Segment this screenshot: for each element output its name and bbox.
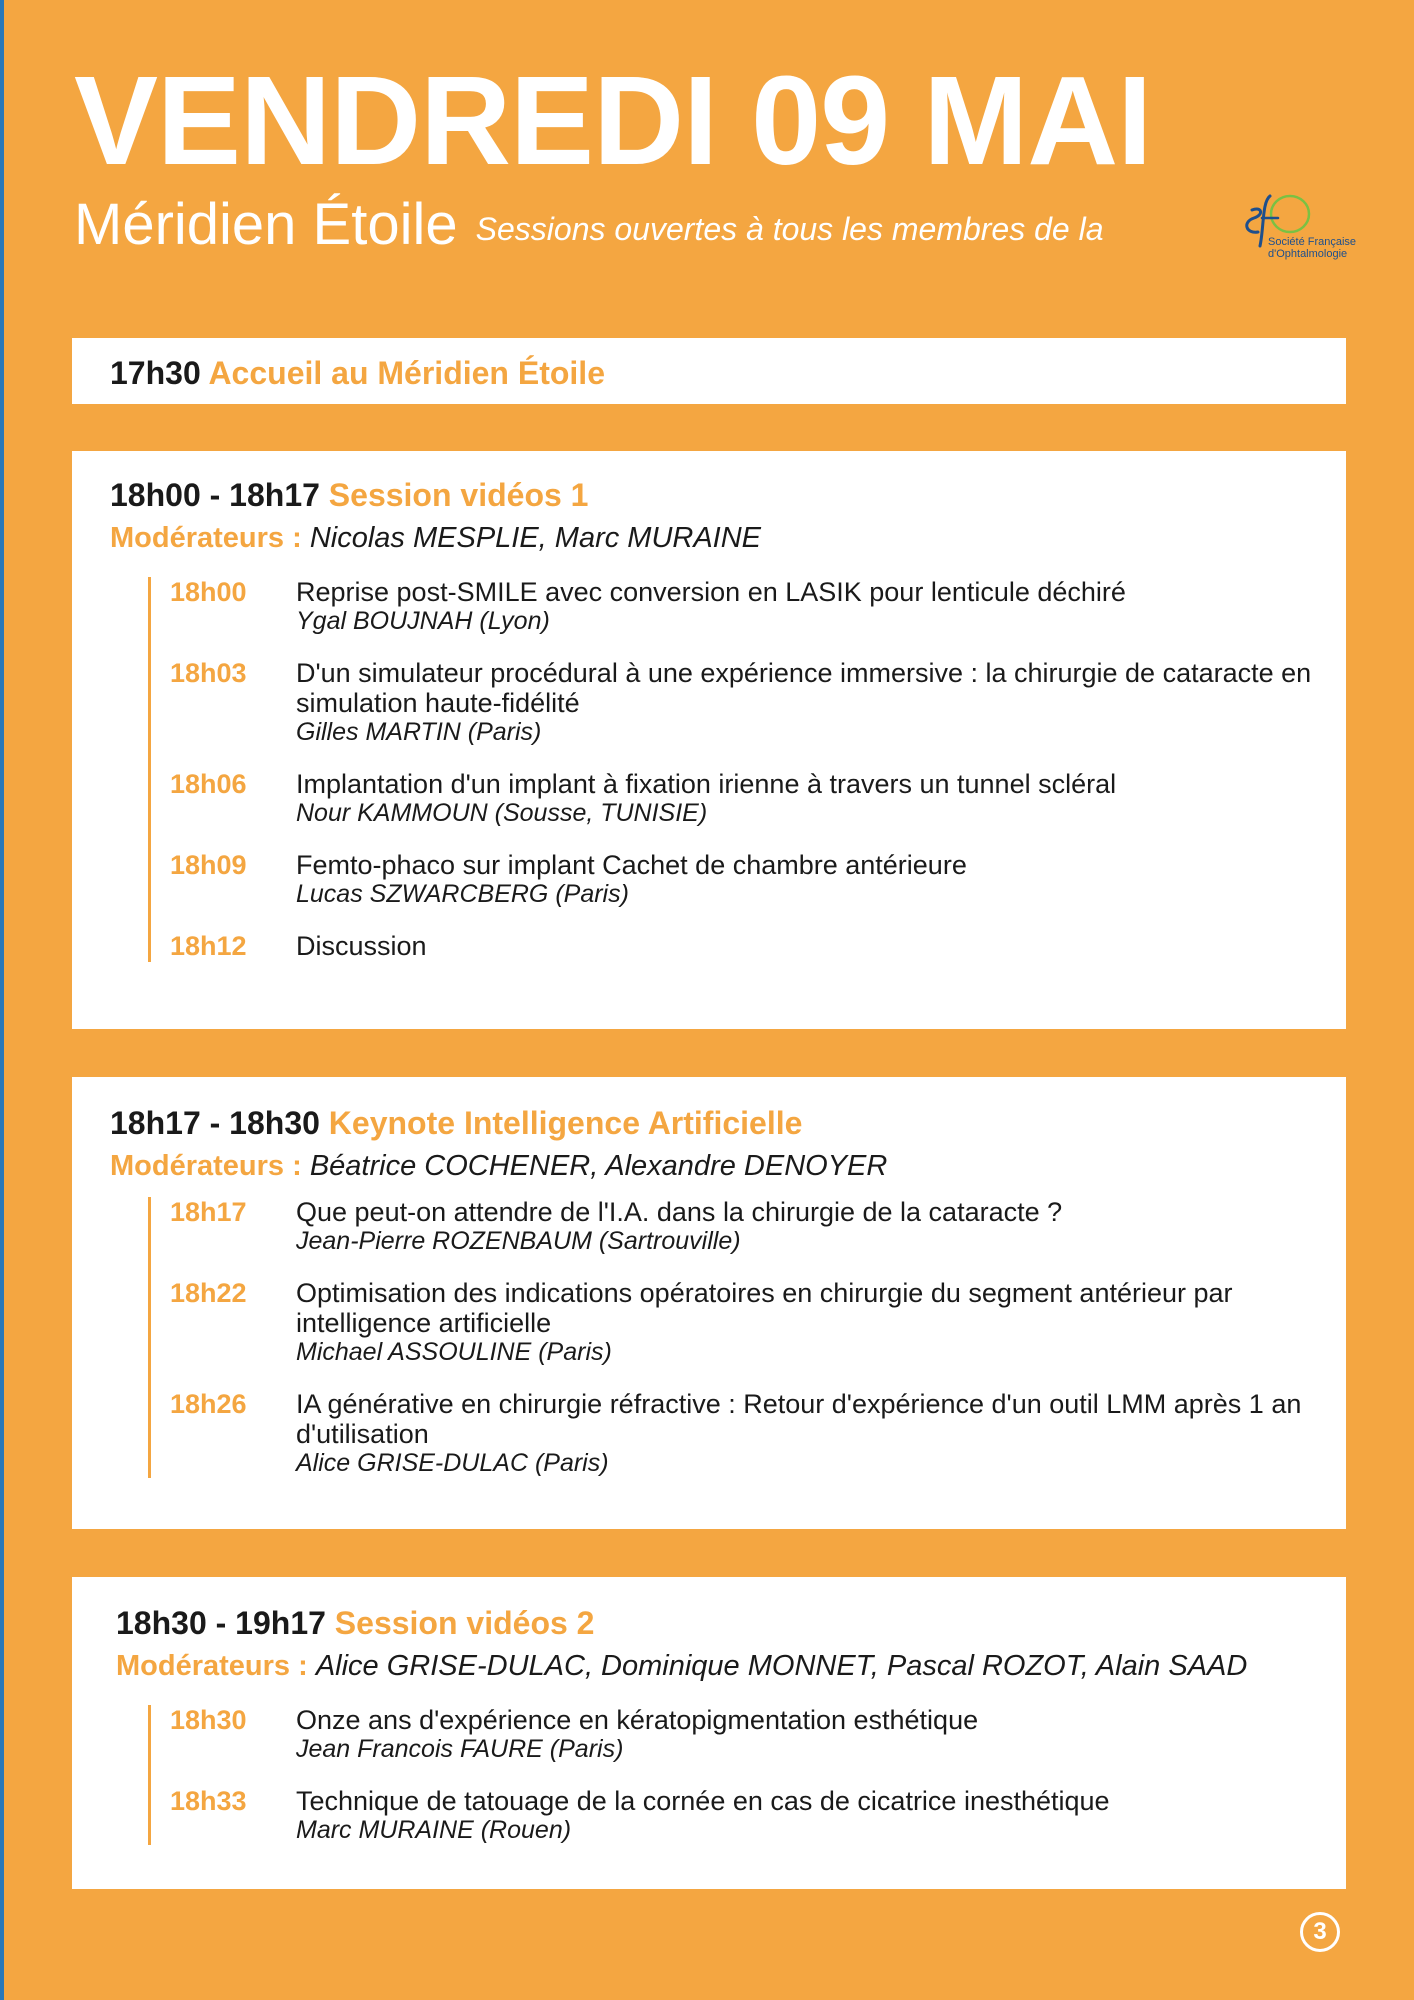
talk-title: Que peut-on attendre de l'I.A. dans la chirurgie de la cataracte ? (296, 1197, 1063, 1227)
talk-time: 18h00 (170, 577, 247, 607)
welcome-bar (72, 338, 1346, 404)
sfo-logo-text: Société Française d'Ophtalmologie (1268, 236, 1357, 260)
talk-item (151, 658, 1346, 747)
talk-item (151, 1389, 1346, 1478)
talk-author: Marc MURAINE (Rouen) (296, 1816, 572, 1844)
talk-list (148, 1705, 1346, 1845)
talk-time: 18h17 (170, 1197, 247, 1227)
talk-item (151, 1705, 1346, 1764)
page-title: VENDREDI 09 MAI (74, 50, 1152, 191)
talk-author: Lucas SZWARCBERG (Paris) (296, 880, 629, 908)
talk-item (151, 769, 1346, 828)
talk-time: 18h26 (170, 1389, 247, 1419)
talk-time: 18h22 (170, 1278, 247, 1308)
session-header (110, 477, 1346, 514)
talk-list (148, 577, 1346, 962)
talk-item (151, 1278, 1346, 1367)
welcome-label: Accueil au Méridien Étoile (208, 355, 605, 391)
talk-time: 18h09 (170, 850, 247, 880)
talk-time: 18h12 (170, 931, 247, 961)
talk-author: Jean Francois FAURE (Paris) (296, 1735, 624, 1763)
talk-title: Femto-phaco sur implant Cachet de chambre antérieure (296, 850, 967, 880)
moderators-label: Modérateurs : (110, 522, 302, 554)
talk-title: Reprise post-SMILE avec conversion en LASIK pour lenticule déchiré (296, 577, 1126, 607)
venue-name: Méridien Étoile (74, 192, 458, 257)
left-edge-strip (0, 0, 4, 2000)
open-sessions-note: Sessions ouvertes à tous les membres de la (475, 211, 1104, 247)
talk-item (151, 850, 1346, 909)
talk-author: Alice GRISE-DULAC (Paris) (296, 1449, 609, 1477)
talk-title: Onze ans d'expérience en kératopigmentation esthétique (296, 1705, 979, 1735)
moderators (110, 1150, 1346, 1183)
session-header (116, 1605, 1346, 1642)
session-time: 18h30 - 19h17 (116, 1605, 326, 1641)
talk-author: Nour KAMMOUN (Sousse, TUNISIE) (296, 799, 708, 827)
talk-author: Ygal BOUJNAH (Lyon) (296, 607, 550, 635)
session-card (72, 1077, 1346, 1529)
talk-title: Discussion (296, 931, 427, 961)
talk-time: 18h03 (170, 658, 247, 688)
subtitle-row (74, 192, 1104, 257)
session-card (72, 1577, 1346, 1889)
moderators-names: Nicolas MESPLIE, Marc MURAINE (309, 522, 762, 554)
talk-author: Michael ASSOULINE (Paris) (296, 1338, 612, 1366)
talk-list (148, 1197, 1346, 1478)
talk-time: 18h33 (170, 1786, 247, 1816)
session-title: Session vidéos 2 (334, 1605, 595, 1641)
talk-item (151, 1786, 1346, 1845)
session-title: Session vidéos 1 (328, 477, 589, 513)
talk-author: Jean-Pierre ROZENBAUM (Sartrouville) (296, 1227, 741, 1255)
talk-time: 18h06 (170, 769, 247, 799)
talk-item (151, 931, 1346, 962)
talk-item (151, 577, 1346, 636)
talk-title: D'un simulateur procédural à une expérience immersive : la chirurgie de cataracte en simulation haute-fidélité (296, 658, 1312, 718)
moderators (116, 1650, 1346, 1683)
session-time: 18h17 - 18h30 (110, 1105, 320, 1141)
moderators-label: Modérateurs : (110, 1150, 302, 1182)
talk-time: 18h30 (170, 1705, 247, 1735)
talk-title: IA générative en chirurgie réfractive : Retour d'expérience d'un outil LMM après 1 an d'utilisation (296, 1389, 1302, 1449)
talk-title: Technique de tatouage de la cornée en cas de cicatrice inesthétique (296, 1786, 1110, 1816)
talk-item (151, 1197, 1346, 1256)
moderators-names: Alice GRISE-DULAC, Dominique MONNET, Pascal ROZOT, Alain SAAD (315, 1650, 1248, 1682)
welcome-time: 17h30 (110, 355, 201, 391)
session-title: Keynote Intelligence Artificielle (328, 1105, 803, 1141)
session-card (72, 451, 1346, 1029)
talk-title: Optimisation des indications opératoires en chirurgie du segment antérieur par intelligence artificielle (296, 1278, 1233, 1338)
talk-author: Gilles MARTIN (Paris) (296, 718, 542, 746)
moderators-names: Béatrice COCHENER, Alexandre DENOYER (309, 1150, 888, 1182)
session-time: 18h00 - 18h17 (110, 477, 320, 513)
session-header (110, 1105, 1346, 1142)
moderators-label: Modérateurs : (116, 1650, 308, 1682)
page-number: 3 (1300, 1912, 1340, 1952)
moderators (110, 522, 1346, 555)
talk-title: Implantation d'un implant à fixation irienne à travers un tunnel scléral (296, 769, 1117, 799)
